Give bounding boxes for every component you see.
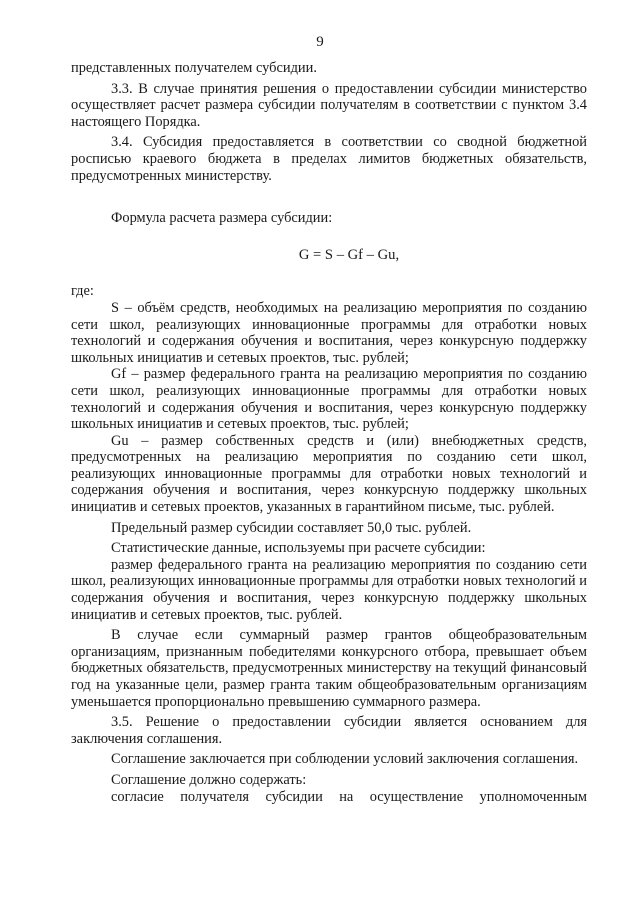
consent-paragraph: согласие получателя субсидии на осуществление уполномоченным	[111, 788, 587, 805]
paragraph-3-3: 3.3. В случае принятия решения о предоставлении субсидии министерство осуществляет расчет размера субсидии получателям в соответствии с пунктом 3.4 настоящего Порядка.	[71, 80, 587, 130]
statistics-grant-paragraph: размер федерального гранта на реализацию мероприятия по созданию сети школ, реализующих инновационные программы для отработки новых технологий и содержания обучения и воспитания, через конкурсную поддержку школьных инициатив и сетевых проектов, тыс. рублей.	[71, 556, 587, 623]
limit-paragraph: Предельный размер субсидии составляет 50,0 тыс. рублей.	[111, 519, 472, 536]
definition-gu: Gu – размер собственных средств и (или) внебюджетных средств, предусмотренных на реализацию мероприятия по созданию сети школ, реализующих инновационные программы для отработки новых технологий и содержания обучения и воспитания, через конкурсную поддержку школьных инициатив и сетевых проектов, указанных в гарантийном письме, тыс. рублей.	[71, 432, 587, 516]
formula-caption: Формула расчета размера субсидии:	[111, 210, 333, 227]
formula: G = S – Gf – Gu,	[298, 246, 400, 263]
paragraph-continuation: представленных получателем субсидии.	[71, 60, 317, 76]
where-label: где:	[71, 283, 94, 300]
definition-gf: Gf – размер федерального гранта на реализацию мероприятия по созданию сети школ, реализующих инновационные программы для отработки новых технологий и содержания обучения и воспитания, через конкурсную поддержку школьных инициатив и сетевых проектов, тыс. рублей;	[71, 366, 587, 433]
document-body	[71, 60, 587, 805]
agreement-conditions: Соглашение заключается при соблюдении условий заключения соглашения.	[111, 751, 579, 768]
definition-s: S – объём средств, необходимых на реализацию мероприятия по созданию сети школ, реализующих инновационные программы для отработки новых технологий и содержания обучения и воспитания, через конкурсную поддержку школьных инициатив и сетевых проектов, тыс. рублей;	[71, 299, 587, 366]
paragraph-3-5: 3.5. Решение о предоставлении субсидии является основанием для заключения соглашения.	[71, 714, 587, 747]
page-number: 9	[316, 34, 324, 50]
paragraph-3-4: 3.4. Субсидия предоставляется в соответствии со сводной бюджетной росписью краевого бюджета в пределах лимитов бюджетных обязательств, предусмотренных министерству.	[71, 134, 587, 184]
statistics-paragraph: Статистические данные, используемы при расчете субсидии:	[111, 540, 486, 557]
reduction-paragraph: В случае если суммарный размер грантов общеобразовательным организациям, признанным победителями конкурсного отбора, превышает объем бюджетных обязательств, предусмотренных министерству на текущий финансовый год на указанные цели, размер гранта таким общеобразовательным организациям уменьшается пропорционально превышению суммарного размера.	[71, 627, 587, 710]
agreement-contents: Соглашение должно содержать:	[111, 771, 307, 788]
